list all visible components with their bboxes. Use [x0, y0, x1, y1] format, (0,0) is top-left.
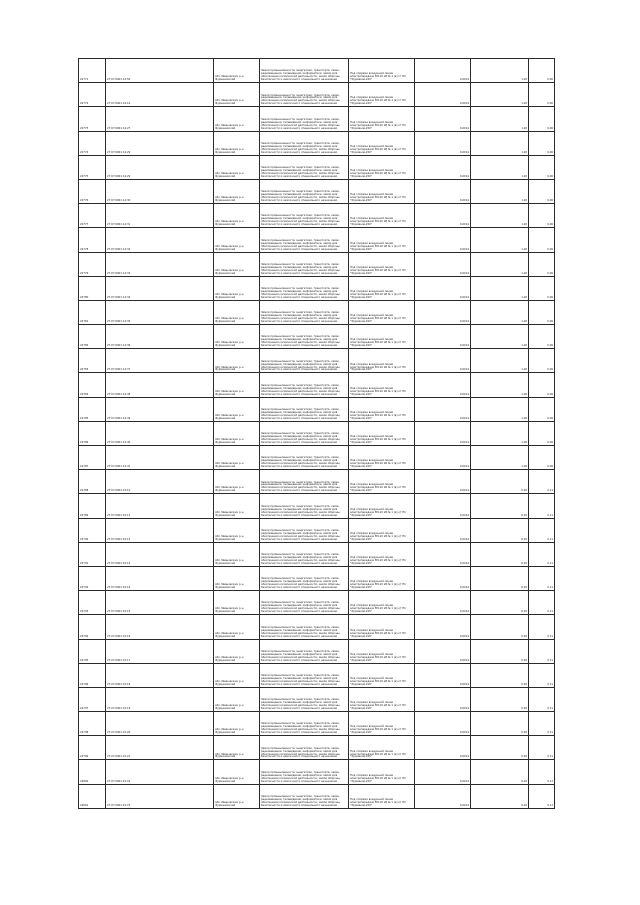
rate-cell: 0,11 — [529, 784, 555, 808]
land-category-cell: Земли промышленности, энергетики, транспорта, связи, радиовещания, телевидения, информатики, земли для обеспечения космической деятельности, земли обороны, безопасности и земли иного специального назначения — [260, 784, 349, 808]
cadastral-number: 27:07:0901:14:39 — [106, 397, 214, 421]
land-category-cell: Земли промышленности, энергетики, транспорта, связи, радиовещания, телевидения, информатики, земли для обеспечения космической деятельности, земли обороны, безопасности и земли иного специального назначения — [260, 639, 349, 663]
address-cell: обл. Ивановская, р-н Фурмановский — [214, 228, 260, 252]
table-row — [79, 131, 555, 155]
permitted-use-cell: Под опорами воздушной линии электропередачи ВЛ-10 кВ № 1 (в) от ПС "Фурманов-220" — [349, 687, 415, 711]
permitted-use-cell: Под опорами воздушной линии электропередачи ВЛ-10 кВ № 1 (в) от ПС "Фурманов-220" — [349, 131, 415, 155]
land-category-cell: Земли промышленности, энергетики, транспорта, связи, радиовещания, телевидения, информатики, земли для обеспечения космической деятельности, земли обороны, безопасности и земли иного специального назначения — [260, 155, 349, 179]
land-category-cell: Земли промышленности, энергетики, транспорта, связи, радиовещания, телевидения, информатики, земли для обеспечения космической деятельности, земли обороны, безопасности и земли иного специального назначения — [260, 591, 349, 615]
row-number: 22778 — [79, 228, 106, 252]
area-cell: 0,0014 — [415, 83, 471, 107]
rate-cell: 0,11 — [529, 615, 555, 639]
table-row — [79, 615, 555, 639]
rate-cell: 0,00 — [529, 373, 555, 397]
permitted-use-cell: Под опорами воздушной линии электропередачи ВЛ-10 кВ № 1 (в) от ПС "Фурманов-220" — [349, 760, 415, 784]
address-cell: обл. Ивановская, р-н Фурмановский — [214, 470, 260, 494]
row-number: 22773 — [79, 107, 106, 131]
row-number: 22781 — [79, 300, 106, 324]
permitted-use-cell: Под опорами воздушной линии электропередачи ВЛ-10 кВ № 1 (в) от ПС "Фурманов-220" — [349, 736, 415, 760]
table-row — [79, 421, 555, 445]
row-number: 22779 — [79, 252, 106, 276]
table-row — [79, 518, 555, 542]
address-cell: обл. Ивановская, р-н Фурмановский — [214, 276, 260, 300]
value-cell: 0,20 — [471, 494, 529, 518]
cadastral-number: 27:07:0901:15:17 — [106, 639, 214, 663]
value-cell: 0,20 — [471, 542, 529, 566]
address-cell: обл. Ивановская, р-н Фурмановский — [214, 494, 260, 518]
table-row — [79, 712, 555, 736]
value-cell: 0,20 — [471, 518, 529, 542]
cadastral-number: 27:07:0901:14:31 — [106, 204, 214, 228]
row-number: 22783 — [79, 349, 106, 373]
rate-cell: 0,11 — [529, 542, 555, 566]
address-cell: обл. Ивановская, р-н Фурмановский — [214, 131, 260, 155]
row-number: 22784 — [79, 373, 106, 397]
table-row — [79, 155, 555, 179]
area-cell: 0,0014 — [415, 349, 471, 373]
row-number: 22785 — [79, 397, 106, 421]
value-cell: 1,20 — [471, 252, 529, 276]
rate-cell: 0,11 — [529, 518, 555, 542]
value-cell: 1,20 — [471, 276, 529, 300]
cadastral-number: 27:07:0901:15:21 — [106, 736, 214, 760]
row-number: 22780 — [79, 276, 106, 300]
rate-cell: 0,00 — [529, 300, 555, 324]
table-row — [79, 784, 555, 808]
address-cell: обл. Ивановская, р-н Фурмановский — [214, 107, 260, 131]
land-category-cell: Земли промышленности, энергетики, транспорта, связи, радиовещания, телевидения, информатики, земли для обеспечения космической деятельности, земли обороны, безопасности и земли иного специального назначения — [260, 373, 349, 397]
rate-cell: 0,00 — [529, 107, 555, 131]
land-category-cell: Земли промышленности, энергетики, транспорта, связи, радиовещания, телевидения, информатики, земли для обеспечения космической деятельности, земли обороны, безопасности и земли иного специального назначения — [260, 736, 349, 760]
cadastral-number: 27:07:0901:14:33 — [106, 252, 214, 276]
table-row — [79, 470, 555, 494]
value-cell: 1,20 — [471, 179, 529, 203]
cadastral-number: 27:07:0901:14:32 — [106, 228, 214, 252]
land-category-cell: Земли промышленности, энергетики, транспорта, связи, радиовещания, телевидения, информатики, земли для обеспечения космической деятельности, земли обороны, безопасности и земли иного специального назначения — [260, 83, 349, 107]
permitted-use-cell: Под опорами воздушной линии электропередачи ВЛ-10 кВ № 1 (в) от ПС "Фурманов-220" — [349, 470, 415, 494]
cadastral-number: 27:07:0901:15:22 — [106, 760, 214, 784]
permitted-use-cell: Под опорами воздушной линии электропередачи ВЛ-10 кВ № 1 (в) от ПС "Фурманов-220" — [349, 397, 415, 421]
land-category-cell: Земли промышленности, энергетики, транспорта, связи, радиовещания, телевидения, информатики, земли для обеспечения космической деятельности, земли обороны, безопасности и земли иного специального назначения — [260, 470, 349, 494]
cadastral-number: 27:07:0901:14:29 — [106, 131, 214, 155]
land-category-cell: Земли промышленности, энергетики, транспорта, связи, радиовещания, телевидения, информатики, земли для обеспечения космической деятельности, земли обороны, безопасности и земли иного специального назначения — [260, 615, 349, 639]
address-cell: обл. Ивановская, р-н Фурмановский — [214, 446, 260, 470]
address-cell: обл. Ивановская, р-н Фурмановский — [214, 687, 260, 711]
row-number: 22772 — [79, 83, 106, 107]
address-cell: обл. Ивановская, р-н Фурмановский — [214, 566, 260, 590]
value-cell: 1,20 — [471, 155, 529, 179]
row-number: 22792 — [79, 566, 106, 590]
land-category-cell: Земли промышленности, энергетики, транспорта, связи, радиовещания, телевидения, информатики, земли для обеспечения космической деятельности, земли обороны, безопасности и земли иного специального назначения — [260, 518, 349, 542]
cadastral-number: 27:07:0901:15:18 — [106, 663, 214, 687]
permitted-use-cell: Под опорами воздушной линии электропередачи ВЛ-10 кВ № 1 (в) от ПС "Фурманов-220" — [349, 83, 415, 107]
address-cell: обл. Ивановская, р-н Фурмановский — [214, 639, 260, 663]
land-category-cell: Земли промышленности, энергетики, транспорта, связи, радиовещания, телевидения, информатики, земли для обеспечения космической деятельности, земли обороны, безопасности и земли иного специального назначения — [260, 107, 349, 131]
value-cell: 1,20 — [471, 300, 529, 324]
value-cell: 1,20 — [471, 131, 529, 155]
value-cell: 1,20 — [471, 59, 529, 83]
row-number: 22796 — [79, 663, 106, 687]
permitted-use-cell: Под опорами воздушной линии электропередачи ВЛ-10 кВ № 1 (в) от ПС "Фурманов-220" — [349, 518, 415, 542]
address-cell: обл. Ивановская, р-н Фурмановский — [214, 760, 260, 784]
permitted-use-cell: Под опорами воздушной линии электропередачи ВЛ-10 кВ № 1 (в) от ПС "Фурманов-220" — [349, 179, 415, 203]
table-row — [79, 663, 555, 687]
area-cell: 0,0014 — [415, 687, 471, 711]
cadastral-number: 27:07:0901:15:14 — [106, 566, 214, 590]
rate-cell: 0,00 — [529, 204, 555, 228]
area-cell: 0,0014 — [415, 204, 471, 228]
table-row — [79, 83, 555, 107]
address-cell: обл. Ивановская, р-н Фурмановский — [214, 373, 260, 397]
cadastral-number: 27:07:0901:15:19 — [106, 687, 214, 711]
address-cell: обл. Ивановская, р-н Фурмановский — [214, 349, 260, 373]
permitted-use-cell: Под опорами воздушной линии электропередачи ВЛ-10 кВ № 1 (в) от ПС "Фурманов-220" — [349, 276, 415, 300]
rate-cell: 0,11 — [529, 470, 555, 494]
register-table — [78, 58, 555, 809]
area-cell: 0,0014 — [415, 59, 471, 83]
row-number: 22795 — [79, 639, 106, 663]
table-row — [79, 760, 555, 784]
land-category-cell: Земли промышленности, энергетики, транспорта, связи, радиовещания, телевидения, информатики, земли для обеспечения космической деятельности, земли обороны, безопасности и земли иного специального назначения — [260, 712, 349, 736]
row-number: 22798 — [79, 712, 106, 736]
permitted-use-cell: Под опорами воздушной линии электропередачи ВЛ-10 кВ № 1 (в) от ПС "Фурманов-220" — [349, 59, 415, 83]
area-cell: 0,0014 — [415, 179, 471, 203]
cadastral-number: 27:07:0901:15:13 — [106, 542, 214, 566]
permitted-use-cell: Под опорами воздушной линии электропередачи ВЛ-10 кВ № 1 (в) от ПС "Фурманов-220" — [349, 155, 415, 179]
rate-cell: 0,00 — [529, 349, 555, 373]
cadastral-number: 27:07:0901:14:36 — [106, 325, 214, 349]
rate-cell: 0,11 — [529, 639, 555, 663]
permitted-use-cell: Под опорами воздушной линии электропередачи ВЛ-10 кВ № 1 (в) от ПС "Фурманов-220" — [349, 615, 415, 639]
permitted-use-cell: Под опорами воздушной линии электропередачи ВЛ-10 кВ № 1 (в) от ПС "Фурманов-220" — [349, 349, 415, 373]
permitted-use-cell: Под опорами воздушной линии электропередачи ВЛ-10 кВ № 1 (в) от ПС "Фурманов-220" — [349, 204, 415, 228]
land-category-cell: Земли промышленности, энергетики, транспорта, связи, радиовещания, телевидения, информатики, земли для обеспечения космической деятельности, земли обороны, безопасности и земли иного специального назначения — [260, 397, 349, 421]
land-category-cell: Земли промышленности, энергетики, транспорта, связи, радиовещания, телевидения, информатики, земли для обеспечения космической деятельности, земли обороны, безопасности и земли иного специального назначения — [260, 566, 349, 590]
land-category-cell: Земли промышленности, энергетики, транспорта, связи, радиовещания, телевидения, информатики, земли для обеспечения космической деятельности, земли обороны, безопасности и земли иного специального назначения — [260, 131, 349, 155]
value-cell: 1,20 — [471, 397, 529, 421]
value-cell: 1,20 — [471, 446, 529, 470]
rate-cell: 0,11 — [529, 494, 555, 518]
land-category-cell: Земли промышленности, энергетики, транспорта, связи, радиовещания, телевидения, информатики, земли для обеспечения космической деятельности, земли обороны, безопасности и земли иного специального назначения — [260, 494, 349, 518]
land-category-cell: Земли промышленности, энергетики, транспорта, связи, радиовещания, телевидения, информатики, земли для обеспечения космической деятельности, земли обороны, безопасности и земли иного специального назначения — [260, 228, 349, 252]
row-number: 22774 — [79, 131, 106, 155]
rate-cell: 0,00 — [529, 446, 555, 470]
value-cell: 1,20 — [471, 373, 529, 397]
row-number: 22799 — [79, 736, 106, 760]
table-row — [79, 736, 555, 760]
land-category-cell: Земли промышленности, энергетики, транспорта, связи, радиовещания, телевидения, информатики, земли для обеспечения космической деятельности, земли обороны, безопасности и земли иного специального назначения — [260, 663, 349, 687]
address-cell: обл. Ивановская, р-н Фурмановский — [214, 397, 260, 421]
table-row — [79, 59, 555, 83]
address-cell: обл. Ивановская, р-н Фурмановский — [214, 59, 260, 83]
table-row — [79, 542, 555, 566]
value-cell: 0,20 — [471, 639, 529, 663]
address-cell: обл. Ивановская, р-н Фурмановский — [214, 542, 260, 566]
rate-cell: 0,00 — [529, 131, 555, 155]
cadastral-number: 27:07:0901:15:16 — [106, 615, 214, 639]
land-category-cell: Земли промышленности, энергетики, транспорта, связи, радиовещания, телевидения, информатики, земли для обеспечения космической деятельности, земли обороны, безопасности и земли иного специального назначения — [260, 325, 349, 349]
row-number: 22801 — [79, 784, 106, 808]
area-cell: 0,0014 — [415, 784, 471, 808]
rate-cell: 0,00 — [529, 228, 555, 252]
address-cell: обл. Ивановская, р-н Фурмановский — [214, 83, 260, 107]
table-row — [79, 446, 555, 470]
area-cell: 0,0014 — [415, 591, 471, 615]
cadastral-number: 27:07:0901:15:12 — [106, 518, 214, 542]
value-cell: 1,20 — [471, 107, 529, 131]
rate-cell: 0,00 — [529, 179, 555, 203]
land-category-cell: Земли промышленности, энергетики, транспорта, связи, радиовещания, телевидения, информатики, земли для обеспечения космической деятельности, земли обороны, безопасности и земли иного специального назначения — [260, 421, 349, 445]
address-cell: обл. Ивановская, р-н Фурмановский — [214, 300, 260, 324]
value-cell: 0,20 — [471, 687, 529, 711]
value-cell: 1,20 — [471, 83, 529, 107]
value-cell: 0,20 — [471, 712, 529, 736]
table-row — [79, 494, 555, 518]
permitted-use-cell: Под опорами воздушной линии электропередачи ВЛ-10 кВ № 1 (в) от ПС "Фурманов-220" — [349, 784, 415, 808]
area-cell: 0,0014 — [415, 566, 471, 590]
permitted-use-cell: Под опорами воздушной линии электропередачи ВЛ-10 кВ № 1 (в) от ПС "Фурманов-220" — [349, 591, 415, 615]
table-row — [79, 300, 555, 324]
permitted-use-cell: Под опорами воздушной линии электропередачи ВЛ-10 кВ № 1 (в) от ПС "Фурманов-220" — [349, 421, 415, 445]
table-row — [79, 397, 555, 421]
land-category-cell: Земли промышленности, энергетики, транспорта, связи, радиовещания, телевидения, информатики, земли для обеспечения космической деятельности, земли обороны, безопасности и земли иного специального назначения — [260, 349, 349, 373]
table-row — [79, 639, 555, 663]
permitted-use-cell: Под опорами воздушной линии электропередачи ВЛ-10 кВ № 1 (в) от ПС "Фурманов-220" — [349, 566, 415, 590]
row-number: 22771 — [79, 59, 106, 83]
value-cell: 0,20 — [471, 736, 529, 760]
rate-cell: 0,11 — [529, 591, 555, 615]
area-cell: 0,0014 — [415, 300, 471, 324]
rate-cell: 0,00 — [529, 252, 555, 276]
permitted-use-cell: Под опорами воздушной линии электропередачи ВЛ-10 кВ № 1 (в) от ПС "Фурманов-220" — [349, 663, 415, 687]
table-row — [79, 591, 555, 615]
row-number: 22790 — [79, 518, 106, 542]
area-cell: 0,0014 — [415, 542, 471, 566]
permitted-use-cell: Под опорами воздушной линии электропередачи ВЛ-10 кВ № 1 (в) от ПС "Фурманов-220" — [349, 325, 415, 349]
address-cell: обл. Ивановская, р-н Фурмановский — [214, 736, 260, 760]
land-category-cell: Земли промышленности, энергетики, транспорта, связи, радиовещания, телевидения, информатики, земли для обеспечения космической деятельности, земли обороны, безопасности и земли иного специального назначения — [260, 687, 349, 711]
permitted-use-cell: Под опорами воздушной линии электропередачи ВЛ-10 кВ № 1 (в) от ПС "Фурманов-220" — [349, 373, 415, 397]
value-cell: 0,20 — [471, 784, 529, 808]
rate-cell: 0,11 — [529, 687, 555, 711]
cadastral-number: 27:07:0901:15:10 — [106, 470, 214, 494]
cadastral-number: 27:07:0901:14:27 — [106, 107, 214, 131]
address-cell: обл. Ивановская, р-н Фурмановский — [214, 155, 260, 179]
permitted-use-cell: Под опорами воздушной линии электропередачи ВЛ-10 кВ № 1 (в) от ПС "Фурманов-220" — [349, 494, 415, 518]
permitted-use-cell: Под опорами воздушной линии электропередачи ВЛ-10 кВ № 1 (в) от ПС "Фурманов-220" — [349, 446, 415, 470]
value-cell: 0,20 — [471, 566, 529, 590]
table-row — [79, 204, 555, 228]
cadastral-number: 27:07:0901:14:41 — [106, 446, 214, 470]
permitted-use-cell: Под опорами воздушной линии электропередачи ВЛ-10 кВ № 1 (в) от ПС "Фурманов-220" — [349, 228, 415, 252]
value-cell: 0,20 — [471, 760, 529, 784]
area-cell: 0,0014 — [415, 639, 471, 663]
row-number: 22791 — [79, 542, 106, 566]
row-number: 22787 — [79, 446, 106, 470]
area-cell: 0,0014 — [415, 421, 471, 445]
cadastral-number: 27:07:0901:14:40 — [106, 421, 214, 445]
table-row — [79, 566, 555, 590]
cadastral-number: 27:07:0901:15:11 — [106, 494, 214, 518]
rate-cell: 0,00 — [529, 83, 555, 107]
address-cell: обл. Ивановская, р-н Фурмановский — [214, 784, 260, 808]
area-cell: 0,0014 — [415, 131, 471, 155]
permitted-use-cell: Под опорами воздушной линии электропередачи ВЛ-10 кВ № 1 (в) от ПС "Фурманов-220" — [349, 542, 415, 566]
row-number: 22788 — [79, 470, 106, 494]
area-cell: 0,0014 — [415, 470, 471, 494]
area-cell: 0,0014 — [415, 397, 471, 421]
land-category-cell: Земли промышленности, энергетики, транспорта, связи, радиовещания, телевидения, информатики, земли для обеспечения космической деятельности, земли обороны, безопасности и земли иного специального назначения — [260, 542, 349, 566]
row-number: 22786 — [79, 421, 106, 445]
address-cell: обл. Ивановская, р-н Фурмановский — [214, 712, 260, 736]
area-cell: 0,0014 — [415, 107, 471, 131]
value-cell: 1,20 — [471, 228, 529, 252]
table-row — [79, 276, 555, 300]
land-category-cell: Земли промышленности, энергетики, транспорта, связи, радиовещания, телевидения, информатики, земли для обеспечения космической деятельности, земли обороны, безопасности и земли иного специального назначения — [260, 276, 349, 300]
area-cell: 0,0014 — [415, 518, 471, 542]
row-number: 22782 — [79, 325, 106, 349]
rate-cell: 0,11 — [529, 712, 555, 736]
value-cell: 1,20 — [471, 325, 529, 349]
value-cell: 1,20 — [471, 421, 529, 445]
area-cell: 0,0014 — [415, 228, 471, 252]
cadastral-number: 27:07:0901:14:34 — [106, 276, 214, 300]
row-number: 22797 — [79, 687, 106, 711]
area-cell: 0,0014 — [415, 373, 471, 397]
cadastral-number: 27:07:0901:14:29 — [106, 155, 214, 179]
rate-cell: 0,11 — [529, 760, 555, 784]
value-cell: 1,20 — [471, 204, 529, 228]
permitted-use-cell: Под опорами воздушной линии электропередачи ВЛ-10 кВ № 1 (в) от ПС "Фурманов-220" — [349, 252, 415, 276]
address-cell: обл. Ивановская, р-н Фурмановский — [214, 663, 260, 687]
table-row — [79, 107, 555, 131]
cadastral-number: 27:07:0901:15:15 — [106, 591, 214, 615]
land-category-cell: Земли промышленности, энергетики, транспорта, связи, радиовещания, телевидения, информатики, земли для обеспечения космической деятельности, земли обороны, безопасности и земли иного специального назначения — [260, 300, 349, 324]
table-row — [79, 252, 555, 276]
table-row — [79, 373, 555, 397]
row-number: 22794 — [79, 615, 106, 639]
table-row — [79, 179, 555, 203]
address-cell: обл. Ивановская, р-н Фурмановский — [214, 615, 260, 639]
rate-cell: 0,00 — [529, 421, 555, 445]
address-cell: обл. Ивановская, р-н Фурмановский — [214, 204, 260, 228]
row-number: 22775 — [79, 155, 106, 179]
table-row — [79, 228, 555, 252]
permitted-use-cell: Под опорами воздушной линии электропередачи ВЛ-10 кВ № 1 (в) от ПС "Фурманов-220" — [349, 712, 415, 736]
address-cell: обл. Ивановская, р-н Фурмановский — [214, 421, 260, 445]
cadastral-number: 27:07:0901:14:35 — [106, 300, 214, 324]
cadastral-number: 27:07:0901:14:30 — [106, 179, 214, 203]
area-cell: 0,0014 — [415, 276, 471, 300]
table-row — [79, 349, 555, 373]
rate-cell: 0,11 — [529, 663, 555, 687]
rate-cell: 0,11 — [529, 736, 555, 760]
row-number: 22776 — [79, 179, 106, 203]
area-cell: 0,0014 — [415, 760, 471, 784]
rate-cell: 0,00 — [529, 276, 555, 300]
cadastral-number: 27:07:0901:14:37 — [106, 349, 214, 373]
area-cell: 0,0014 — [415, 663, 471, 687]
area-cell: 0,0014 — [415, 494, 471, 518]
register-rows — [79, 59, 555, 809]
cadastral-number: 27:07:0901:14:38 — [106, 373, 214, 397]
rate-cell: 0,00 — [529, 325, 555, 349]
row-number: 22789 — [79, 494, 106, 518]
area-cell: 0,0014 — [415, 446, 471, 470]
land-category-cell: Земли промышленности, энергетики, транспорта, связи, радиовещания, телевидения, информатики, земли для обеспечения космической деятельности, земли обороны, безопасности и земли иного специального назначения — [260, 204, 349, 228]
value-cell: 0,20 — [471, 615, 529, 639]
rate-cell: 0,00 — [529, 59, 555, 83]
area-cell: 0,0014 — [415, 252, 471, 276]
cadastral-number: 27:07:0901:14:50 — [106, 59, 214, 83]
table-row — [79, 325, 555, 349]
rate-cell: 0,11 — [529, 566, 555, 590]
row-number: 22793 — [79, 591, 106, 615]
cadastral-number: 27:07:0901:15:20 — [106, 712, 214, 736]
area-cell: 0,0014 — [415, 325, 471, 349]
area-cell: 0,0014 — [415, 155, 471, 179]
address-cell: обл. Ивановская, р-н Фурмановский — [214, 179, 260, 203]
cadastral-number: 27:07:0901:14:16 — [106, 83, 214, 107]
address-cell: обл. Ивановская, р-н Фурмановский — [214, 591, 260, 615]
land-category-cell: Земли промышленности, энергетики, транспорта, связи, радиовещания, телевидения, информатики, земли для обеспечения космической деятельности, земли обороны, безопасности и земли иного специального назначения — [260, 760, 349, 784]
land-category-cell: Земли промышленности, энергетики, транспорта, связи, радиовещания, телевидения, информатики, земли для обеспечения космической деятельности, земли обороны, безопасности и земли иного специального назначения — [260, 446, 349, 470]
address-cell: обл. Ивановская, р-н Фурмановский — [214, 252, 260, 276]
row-number: 22800 — [79, 760, 106, 784]
permitted-use-cell: Под опорами воздушной линии электропередачи ВЛ-10 кВ № 1 (в) от ПС "Фурманов-220" — [349, 107, 415, 131]
cadastral-number: 27:07:0901:15:23 — [106, 784, 214, 808]
permitted-use-cell: Под опорами воздушной линии электропередачи ВЛ-10 кВ № 1 (в) от ПС "Фурманов-220" — [349, 639, 415, 663]
value-cell: 0,20 — [471, 470, 529, 494]
land-category-cell: Земли промышленности, энергетики, транспорта, связи, радиовещания, телевидения, информатики, земли для обеспечения космической деятельности, земли обороны, безопасности и земли иного специального назначения — [260, 179, 349, 203]
land-category-cell: Земли промышленности, энергетики, транспорта, связи, радиовещания, телевидения, информатики, земли для обеспечения космической деятельности, земли обороны, безопасности и земли иного специального назначения — [260, 252, 349, 276]
address-cell: обл. Ивановская, р-н Фурмановский — [214, 518, 260, 542]
value-cell: 0,20 — [471, 663, 529, 687]
land-category-cell: Земли промышленности, энергетики, транспорта, связи, радиовещания, телевидения, информатики, земли для обеспечения космической деятельности, земли обороны, безопасности и земли иного специального назначения — [260, 59, 349, 83]
rate-cell: 0,00 — [529, 155, 555, 179]
area-cell: 0,0014 — [415, 712, 471, 736]
table-row — [79, 687, 555, 711]
row-number: 22777 — [79, 204, 106, 228]
permitted-use-cell: Под опорами воздушной линии электропередачи ВЛ-10 кВ № 1 (в) от ПС "Фурманов-220" — [349, 300, 415, 324]
area-cell: 0,0014 — [415, 615, 471, 639]
value-cell: 1,20 — [471, 349, 529, 373]
value-cell: 0,20 — [471, 591, 529, 615]
rate-cell: 0,00 — [529, 397, 555, 421]
address-cell: обл. Ивановская, р-н Фурмановский — [214, 325, 260, 349]
area-cell: 0,0014 — [415, 736, 471, 760]
